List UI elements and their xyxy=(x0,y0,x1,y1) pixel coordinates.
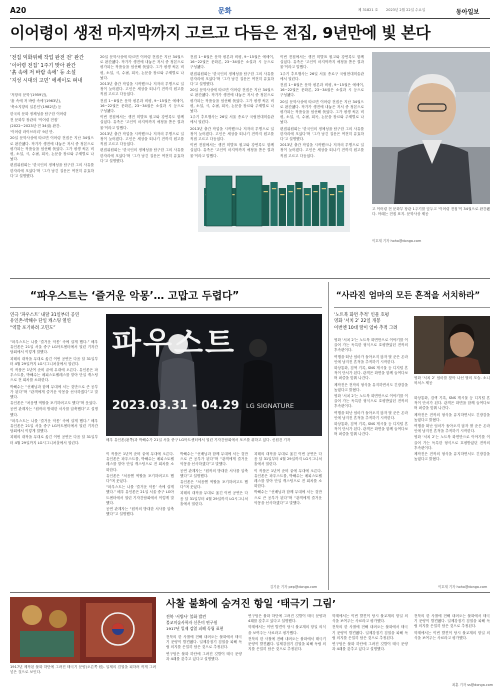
article-body-text: 화상통화, 검색 기록, SNS 게시물 등 디지털 흔적이 단서가 된다. 관객은 화면을 함께 들여다보며 퍼즐을 맞춰 나간다. xyxy=(334,422,408,437)
portrait-photo xyxy=(372,52,490,204)
section-divider xyxy=(10,592,490,593)
column-divider xyxy=(328,282,329,590)
article-body-text: 20일 문학사상에 따르면 이어령 전집은 지난 34권으로 완간됐다. 작가가 생전에 내놓은 저서 중 정본으로 평가되는 작품들을 엄선해 묶었다. 그가 평생 써온 비평, 소설, 시, 수필, 희곡, 논문을 장르와 주제별로 나눴다. xyxy=(100,55,184,80)
painting-illustration xyxy=(10,597,156,663)
book-set-photo xyxy=(198,166,350,232)
buddhist-painting-photo xyxy=(10,597,156,663)
article-body-text: 영화 ‘서치 2’는 노트북 화면만으로 이야기를 이끌어 가는 독특한 형식으로 호평받았던 전작의 후속편이다. xyxy=(334,338,408,353)
article-body-text: 학계에서는 이번 발견이 당시 불교계의 항일 의식을 보여주는 사료라고 평가했다. xyxy=(332,614,408,624)
list-item: ‘이어령 라이브러리’ 9년 만. xyxy=(10,130,54,135)
movie-still-illustration xyxy=(414,316,490,374)
section-name: 문화 xyxy=(218,7,232,15)
article-body-text: 전집 1~8권은 문학 평론과 비평, 9~15권은 에세이, 16~22권은 문화론, 23~34권은 소설과 시 등으로 구성됐다. xyxy=(100,98,184,114)
article-body-text: 괴테의 대작을 무대로 옮긴 이번 공연은 다음 달 31일부터 4월 29일까지 LG시그니처홀에서 열린다. xyxy=(180,491,248,506)
article-column xyxy=(106,452,174,590)
dek-line: 영화 ‘서치 2’ 22일 개봉 xyxy=(334,319,381,325)
book-spine xyxy=(279,188,286,226)
article-body-text: 편집위원회는 ‘한국인의 정체성을 탐구한 그의 사유를 한자리에 모았다’며 ‘그가 남긴 질문은 여전히 유효하다’고 설명했다. xyxy=(190,71,274,87)
article-body-text: 괴테의 대작을 무대로 옮긴 이번 공연은 다음 달 31일부터 4월 29일까지 LG시그니처홀에서 열린다. xyxy=(10,435,98,445)
dek-line: ‘지성 시대의 고민’ 에세이도 펴내 xyxy=(10,77,83,84)
list-item: ‘축소지향의 일본인’(1982년) 등 xyxy=(10,105,62,110)
article-body-text: 전북의 한 사찰에 전해 내려오는 불화에서 태극기 문양이 발견됐다. 일제강점기 검열을 피해 독립 의지를 은밀히 담은 것으로 추정된다. xyxy=(166,635,242,650)
article-body-text: 1주기 추모행사는 26일 서울 종로구 국립현대미술관에서 열린다. xyxy=(280,71,364,81)
article-body-text: “파우스트는 나를 ‘즐거운 악몽’ 속에 살게 했다.” 배우 유인촌은 21일 서울 중구 LG아트센터에서 열린 기자간담회에서 이렇게 말했다. xyxy=(10,418,98,434)
article-body-text: 전북의 한 사찰에 전해 내려오는 불화에서 태극기 문양이 발견됐다. 일제강점기 검열을 피해 독립 의지를 은밀히 담은 것으로 추정된다. xyxy=(414,614,490,629)
byline: 김기윤 기자 pep@donga.com xyxy=(270,585,318,589)
page-header xyxy=(10,6,490,16)
article-column xyxy=(180,452,248,590)
article-body-text: 전집 1~8권은 문학 평론과 비평, 9~15권은 에세이, 16~22권은 문화론, 23~34권은 소설과 시 등으로 구성됐다. xyxy=(280,83,364,98)
list-item: 한국의 문화 정체성을 탐구한 이어령 xyxy=(10,111,67,116)
article-body-text: 이번 전집에서는 생전 미발표 원고와 강연록도 함께 실었다. 유족은 ‘고인이 마지막까지 애정을 쏟은 결과물’이라고 말했다. xyxy=(190,143,274,158)
photo-caption: 영화 ‘서치 2’ 엄마를 찾아 나선 딸의 모습. 소니픽처스 제공 xyxy=(414,376,490,386)
article-body-text: 편집위원회는 ‘한국인의 정체성을 탐구한 그의 사유를 한자리에 모았다’며 ‘그가 남긴 질문은 여전히 유효하다’고 설명했다. xyxy=(100,148,184,163)
article-headline: 사찰 불화에 숨겨진 항일 ‘태극기 그림’ xyxy=(166,599,336,610)
article-body-text: 이 작품은 1년여 준비 끝에 무대에 오른다. 유인촌은 파우스트를, 박해수는 메피스토펠레스를 맡아 단일 캐스팅으로 전 회차를 소화한다. xyxy=(106,452,174,472)
article-body-text: 이 작품은 1년여 준비 끝에 무대에 오른다. 유인촌은 파우스트를, 박해수는 메피스토펠레스를 맡아 단일 캐스팅으로 전 회차를 소화한다. xyxy=(254,468,322,489)
article-body-text: 20일 문학사상에 따르면 이어령 전집은 지난 34권으로 완간됐다. 작가가 생전에 내놓은 저서 중 정본으로 평가되는 작품들을 엄선해 묶었다. 그가 평생 써온 비평, 소설, 시, 수필, 희곡, 논문을 장르와 주제별로 나눴다. xyxy=(10,136,94,162)
article-body-text: 20일 문학사상에 따르면 이어령 전집은 지난 34권으로 완간됐다. 작가가 생전에 내놓은 저서 중 정본으로 평가되는 작품들을 엄선해 묶었다. 그가 평생 써온 비평, 소설, 시, 수필, 희곡, 논문을 장르와 주제별로 나눴다. xyxy=(190,88,274,114)
article-column xyxy=(248,614,326,687)
article-column xyxy=(414,614,490,680)
article-body-text: 학계에서는 이번 발견이 당시 불교계의 항일 의식을 보여주는 사료라고 평가했다. xyxy=(414,630,490,640)
issue-number: 제 31821 호 xyxy=(358,8,379,12)
header-rule xyxy=(10,18,490,19)
article-body-text: 제작진은 전작의 형식을 유지하면서도 긴장감을 높였다고 밝혔다. xyxy=(414,412,490,422)
article-dek xyxy=(10,55,94,85)
dek-line: 불교미술사학자 신은미 연구원 xyxy=(166,619,218,625)
article-body-text: 괴테의 대작을 무대로 옮긴 이번 공연은 다음 달 31일부터 4월 29일까지 LG시그니처홀에서 열린다. xyxy=(10,356,98,366)
article-body-text: 영화 ‘서치 2’는 노트북 화면만으로 이야기를 이끌어 가는 독특한 형식으로 호평받았던 전작의 후속편이다. xyxy=(414,435,490,450)
article-body-text: 유인촌은 “처음엔 역할을 포기하려고도 했다”며 웃었다. xyxy=(10,401,97,406)
books-illustration xyxy=(198,166,350,232)
byline: 이호재 기자 hoho@donga.com xyxy=(438,585,488,589)
article-headline: “파우스트는 ‘즐거운 악몽’… 고맙고 두렵다” xyxy=(30,290,240,302)
article-body-text: 유인촌은 “처음엔 역할을 포기하려고도 했다”며 웃었다. xyxy=(180,480,248,490)
article-body-text: 공연 관계자는 “원작의 방대한 서사를 압축했다”고 설명했다. xyxy=(180,468,248,478)
article-body-text: 이번 전집에서는 생전 미발표 원고와 강연록도 함께 실었다. 유족은 ‘고인이 마지막까지 애정을 쏟은 결과물’이라고 말했다. xyxy=(280,55,364,70)
list-item: ‘저항의 문학’(1959년), xyxy=(10,93,48,97)
article-column xyxy=(280,55,364,271)
list-item: (2022~2023년·전 34권) 완간. xyxy=(10,124,61,129)
divider xyxy=(334,307,490,308)
photo-caption: 배우 유인촌(왼쪽)과 박해수가 21일 서울 중구 LG아트센터에서 열린 기자간담회에서 포즈를 취하고 있다. 신원건 기자 xyxy=(106,438,291,442)
article-body-text: 유인촌은 “처음엔 역할을 포기하려고도 했다”며 웃었다. xyxy=(106,473,174,484)
article-body-text: 제작진은 전작의 형식을 유지하면서도 긴장감을 높였다고 밝혔다. xyxy=(334,382,408,392)
article-body-text: 이 작품은 1년여 준비 끝에 무대에 오른다. 유인촌은 파우스트를, 박해수는 메피스토펠레스를 맡아 단일 캐스팅으로 전 회차를 소화한다. xyxy=(10,368,98,383)
article-column xyxy=(414,396,490,582)
article-body-text: 편집위원회는 ‘한국인의 정체성을 탐구한 그의 사유를 한자리에 모았다’며 ‘그가 남긴 질문은 여전히 유효하다’고 설명했다. xyxy=(10,163,94,178)
dek-line: ‘흙 속에 저 바람 속에’ 등 소설 xyxy=(10,70,76,76)
dek-line: ‘전집 익화위해 작업 완전 전’ 완간 xyxy=(10,55,84,61)
article-body-text: 영화 ‘서치 2’는 노트북 화면만으로 이야기를 이끌어 가는 독특한 형식으로 호평받았던 전작의 후속편이다. xyxy=(334,394,408,409)
page-number: A20 xyxy=(10,6,27,15)
poster-venue: LG SIGNATURE xyxy=(246,402,294,410)
divider xyxy=(10,47,490,48)
article-body-text: 여행을 떠난 엄마가 돌아오지 않자 딸 준은 온라인에 남겨진 흔적을 추적하기 시작한다. xyxy=(414,424,490,434)
article-dek xyxy=(10,313,100,332)
article-body-text: 화상통화, 검색 기록, SNS 게시물 등 디지털 흔적이 단서가 된다. 관객은 화면을 함께 들여다보며 퍼즐을 맞춰 나간다. xyxy=(414,396,490,411)
divider xyxy=(10,307,322,308)
article-body-text: 공연 관계자는 “원작의 방대한 서사를 압축했다”고 설명했다. xyxy=(106,507,174,517)
article-body-text: 공연 관계자는 “원작의 방대한 서사를 압축했다”고 설명했다. xyxy=(10,407,98,417)
issue-date: 2023년 2월 22일 수요일 xyxy=(386,8,426,12)
list-item: ‘흙 속에 저 바람 속에’(1963년), xyxy=(10,99,62,104)
dek-line: 전북 ‘서방사’ 불화 발견 xyxy=(166,614,207,619)
article-headline: “사라진 엄마의 모든 흔적을 서치하라” xyxy=(336,290,481,300)
article-body-text: 괴테의 대작을 무대로 옮긴 이번 공연은 다음 달 31일부터 4월 29일까지 LG시그니처홀에서 열린다. xyxy=(254,452,322,467)
article-body-text: 연구팀은 불화 하단에 그려진 깃발이 태극 문양과 4괘를 갖추고 있다고 설명했다. xyxy=(248,614,326,624)
poster-title: 파우스트 xyxy=(112,326,236,361)
photo-caption: 고 이어령 전 문화부 장관 1주기를 앞두고 ‘이어령 전집’이 34권으로 완간됐다. 아래는 전집 표지. 문학사상 제공 xyxy=(372,207,490,217)
section-divider xyxy=(10,278,490,279)
byline: 이호재 기자 hoho@donga.com xyxy=(372,239,422,243)
article-body-text: 이번 전집에서는 생전 미발표 원고와 강연록도 함께 실었다. 유족은 ‘고인이 마지막까지 애정을 쏟은 결과물’이라고 말했다. xyxy=(100,115,184,130)
press-conference-photo xyxy=(106,314,322,436)
article-column xyxy=(332,614,408,687)
article-column xyxy=(10,340,98,590)
dek-line: “역할 포기하려 고민도” xyxy=(10,325,56,331)
article-body-text: 박해수는 “선배님과 함께 무대에 서는 것만으로 큰 공부가 된다”며 “관객에게 즐거운 악몽을 선사하겠다”고 말했다. xyxy=(254,490,322,505)
article-body-text: 2013년 출간 작업을 시작했으나 저자의 투병으로 일정이 늦어졌다. 고인은 세상을 떠나기 전까지 원고를 직접 고르고 다듬었다. xyxy=(100,131,184,147)
dek-line: 이번엔 10대 딸이 엄마 추적 그려 xyxy=(334,325,398,331)
article-column xyxy=(254,452,322,582)
article-column xyxy=(334,338,408,590)
article-body-text: 2013년 출간 작업을 시작했으나 저자의 투병으로 일정이 늦어졌다. 고인은 세상을 떠나기 전까지 원고를 직접 고르고 다듬었다. xyxy=(100,82,184,97)
book-cover xyxy=(236,176,262,226)
article-body-text: 학계에서는 이번 발견이 당시 불교계의 항일 의식을 보여주는 사료라고 평가했다. xyxy=(248,625,326,635)
article-body-text: 연구팀은 불화 하단에 그려진 깃발이 태극 문양과 4괘를 갖추고 있다고 설명했다. xyxy=(166,651,242,661)
book-spine xyxy=(329,188,336,226)
article-body-text: 화상통화, 검색 기록, SNS 게시물 등 디지털 흔적이 단서가 된다. 관객은 화면을 함께 들여다보며 퍼즐을 맞춰 나간다. xyxy=(334,366,408,381)
article-body-text: 1주기 추모행사는 26일 서울 종로구 국립현대미술관에서 열린다. xyxy=(190,115,274,125)
dek-line: 1917년 일제 검열 피해 독립 표현 xyxy=(166,625,224,631)
article-body-text: 편집위원회는 ‘한국인의 정체성을 탐구한 그의 사유를 한자리에 모았다’며 ‘그가 남긴 질문은 여전히 유효하다’고 설명했다. xyxy=(280,126,364,142)
article-body-text: 2013년 출간 작업을 시작했으나 저자의 투병으로 일정이 늦어졌다. 고인은 세상을 떠나기 전까지 원고를 직접 고르고 다듬었다. xyxy=(280,143,364,158)
dek-line: 유인촌-박해수 단일 캐스팅 열연 xyxy=(10,319,71,325)
article-body-text: 여행을 떠난 엄마가 돌아오지 않자 딸 준은 온라인에 남겨진 흔적을 추적하기 시작한다. xyxy=(334,410,408,420)
article-body-text: 박해수는 “선배님과 함께 무대에 서는 것만으로 큰 공부가 된다”며 “관객에게 즐거운 악몽을 선사하겠다”고 말했다. xyxy=(180,452,248,467)
list-item: 전 문화부 장관의 ‘이어령 전집’ xyxy=(10,117,59,122)
article-body-text: 20일 문학사상에 따르면 이어령 전집은 지난 34권으로 완간됐다. 작가가 생전에 내놓은 저서 중 정본으로 평가되는 작품들을 엄선해 묶었다. 그가 평생 써온 비평, 소설, 시, 수필, 희곡, 논문을 장르와 주제별로 나눴다. xyxy=(280,99,364,125)
article-body-text: “파우스트는 나를 ‘즐거운 악몽’ 속에 살게 했다.” 배우 유인촌은 21일 서울 중구 LG아트센터에서 열린 기자간담회에서 이렇게 말했다. xyxy=(106,485,174,505)
dek-line: ‘노트북 화면 추적’ 인물 호평 xyxy=(334,313,390,318)
article-body-text: 여행을 떠난 엄마가 돌아오지 않자 딸 준은 온라인에 남겨진 흔적을 추적하기 시작한다. xyxy=(334,354,408,364)
article-body-text: 제작진은 전작의 형식을 유지하면서도 긴장감을 높였다고 밝혔다. xyxy=(414,452,490,462)
article-body-text: 2013년 출간 작업을 시작했으나 저자의 투병으로 일정이 늦어졌다. 고인은 세상을 떠나기 전까지 원고를 직접 고르고 다듬었다. xyxy=(190,126,274,142)
book-spine xyxy=(304,188,311,226)
article-headline: 이어령이 생전 마지막까지 고르고 다듬은 전집, 9년만에 빛 본다 xyxy=(10,24,431,42)
article-body-text: “파우스트는 나를 ‘즐거운 악몽’ 속에 살게 했다.” 배우 유인촌은 21일 서울 중구 LG아트센터에서 열린 기자간담회에서 이렇게 말했다. xyxy=(10,340,98,355)
poster-dates: 2023.03.31 - 04.29 xyxy=(112,398,240,412)
movie-still xyxy=(414,316,490,374)
byline: 최훈 기자 ss@donga.com xyxy=(452,683,494,687)
article-body-text: 전집 1~8권은 문학 평론과 비평, 9~15권은 에세이, 16~22권은 문화론, 23~34권은 소설과 시 등으로 구성됐다. xyxy=(190,55,274,70)
portrait-illustration xyxy=(372,52,490,204)
article-body-text: 전북의 한 사찰에 전해 내려오는 불화에서 태극기 문양이 발견됐다. 일제강점기 검열을 피해 독립 의지를 은밀히 담은 것으로 추정된다. xyxy=(332,625,408,640)
article-body-text: 연구팀은 불화 하단에 그려진 깃발이 태극 문양과 4괘를 갖추고 있다고 설명했다. xyxy=(332,642,408,652)
photo-caption: 1917년 제작된 불화 하단에 그려진 태극기 문양(오른쪽 원). 일제의 검열을 피하려 작게 그려 넣은 것으로 보인다. xyxy=(10,665,156,675)
article-column xyxy=(166,635,242,687)
article-column xyxy=(190,55,274,271)
masthead: 동아일보 xyxy=(456,8,480,16)
book-cover xyxy=(206,176,232,226)
article-lead-list xyxy=(10,93,94,271)
article-column xyxy=(100,55,184,271)
article-body-text: 박해수는 “선배님과 함께 무대에 서는 것만으로 큰 공부가 된다”며 “관객에게 즐거운 악몽을 선사하겠다”고 말했다. xyxy=(10,384,98,400)
article-body-text: 전북의 한 사찰에 전해 내려오는 불화에서 태극기 문양이 발견됐다. 일제강점기 검열을 피해 독립 의지를 은밀히 담은 것으로 추정된다. xyxy=(248,636,326,652)
dek-line: ‘이어령 전집’ 1주기 맞아 완간 xyxy=(10,62,76,69)
dek-line: 연극 ‘파우스트’ 내달 31일부터 공연 xyxy=(10,313,80,318)
